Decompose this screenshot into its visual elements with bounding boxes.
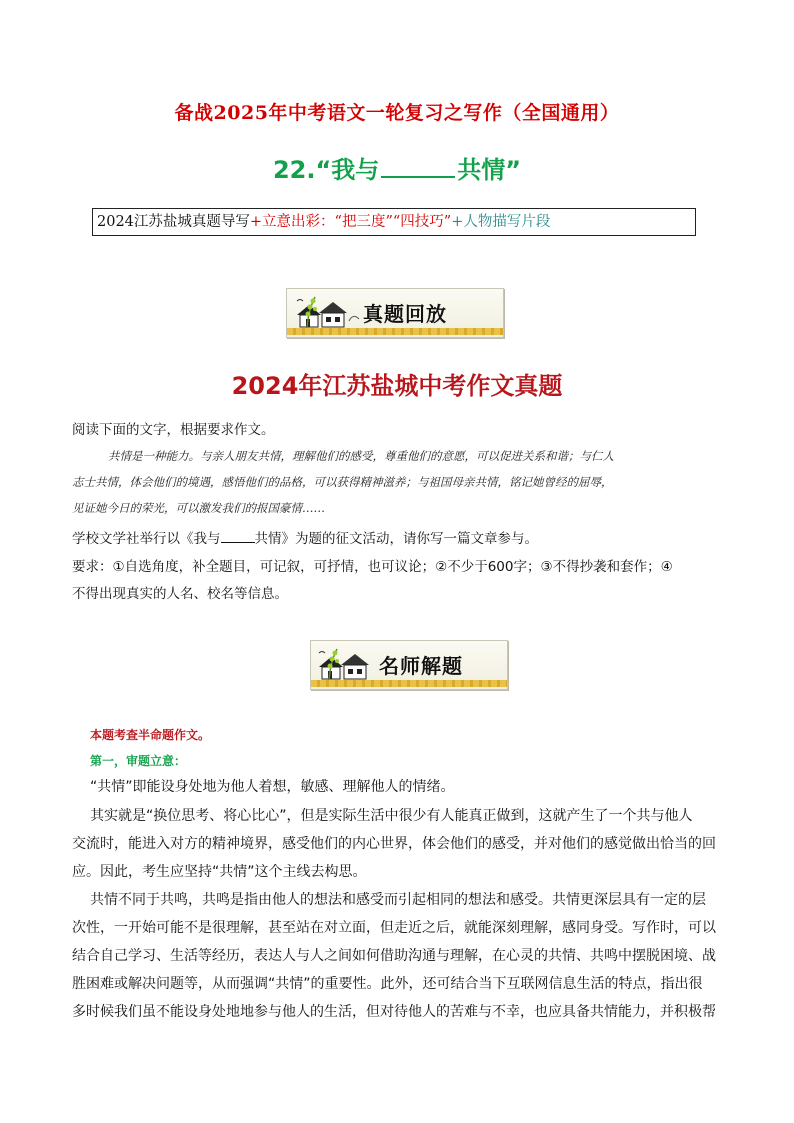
banner-ground xyxy=(287,328,503,335)
analysis-step-1: 第一，审题立意： xyxy=(90,754,187,768)
task-line xyxy=(72,527,538,547)
analysis-line-3: 交流时，能进入对方的精神境界，感受他们的内心世界，体会他们的感受，并对他们的感觉做出恰当的回 xyxy=(72,836,716,852)
reed-plant-icon xyxy=(293,293,321,333)
topic-subtitle xyxy=(0,150,794,185)
guide-part-portrait: +人物描写片段 xyxy=(451,214,551,230)
subtitle-suffix: 共情” xyxy=(457,156,522,184)
subtitle-blank xyxy=(381,154,455,178)
analysis-intro: 本题考查半命题作文。 xyxy=(90,728,211,742)
requirements-line-2: 不得出现真实的人名、校名等信息。 xyxy=(72,586,288,602)
guide-part-idea: +立意出彩：“把三度”“四技巧” xyxy=(249,214,452,230)
exam-heading: 2024年江苏盐城中考作文真题 xyxy=(231,372,563,400)
subtitle-prefix: 22.“我与 xyxy=(272,156,380,184)
banner-ground xyxy=(311,680,507,687)
guide-part-exam: 2024江苏盐城真题导写 xyxy=(97,214,250,230)
analysis-line-2: 其实就是“换位思考、将心比心”，但是实际生活中很少有人能真正做到，这就产生了一个共与他人 xyxy=(90,808,693,824)
analysis-line-4: 应。因此，考生应坚持“共情”这个主线去构思。 xyxy=(72,864,367,880)
task-blank xyxy=(221,530,255,543)
section-banner-analysis xyxy=(310,640,508,690)
analysis-line-9: 多时候我们虽不能设身处地地参与他人的生活，但对待他人的苦难与不幸，也应具备共情能力，并积极帮 xyxy=(72,1004,716,1020)
quote-line-1: 共情是一种能力。与亲人朋友共情，理解他们的感受，尊重他们的意愿，可以促进关系和谐；与仁人 xyxy=(108,449,614,463)
requirements-line-1: 要求：①自选角度，补全题目，可记叙，可抒情，也可议论；②不少于600字；③不得抄袭和套作；④ xyxy=(72,559,673,575)
task-prefix: 学校文学社举行以《我与 xyxy=(72,531,221,547)
analysis-line-7: 结合自己学习、生活等经历，表达人与人之间如何借助沟通与理解，在心灵的共情、共鸣中摆脱困境、战 xyxy=(72,948,716,964)
banner-label-review: 真题回放 xyxy=(363,302,447,326)
prompt-intro: 阅读下面的文字，根据要求作文。 xyxy=(72,422,275,438)
reed-plant-icon xyxy=(317,645,343,685)
quote-line-3: 见证她今日的荣光，可以激发我们的报国豪情…… xyxy=(72,501,325,515)
analysis-line-8: 胜困难或解决问题等，从而强调“共情”的重要性。此外，还可结合当下互联网信息生活的特点，指出很 xyxy=(72,976,703,992)
section-banner-review xyxy=(286,288,504,338)
analysis-line-1: “共情”即能设身处地为他人着想，敏感、理解他人的情绪。 xyxy=(90,779,455,795)
document-title: 备战2025年中考语文一轮复习之写作（全国通用） xyxy=(174,102,620,124)
analysis-line-5: 共情不同于共鸣，共鸣是指由他人的想法和感受而引起相同的想法和感受。共情更深层具有一定的层 xyxy=(90,892,706,908)
quote-line-2: 志士共情，体会他们的境遇，感悟他们的品格，可以获得精神滋养；与祖国母亲共情，铭记她曾经的屈辱， xyxy=(72,475,613,489)
banner-label-analysis: 名师解题 xyxy=(379,654,463,678)
task-suffix: 共情》为题的征文活动，请你写一篇文章参与。 xyxy=(254,531,538,547)
guide-box xyxy=(92,208,696,236)
analysis-line-6: 次性，一开始可能不是很理解，甚至站在对立面，但走近之后，就能深刻理解，感同身受。写作时，可以 xyxy=(72,920,716,936)
